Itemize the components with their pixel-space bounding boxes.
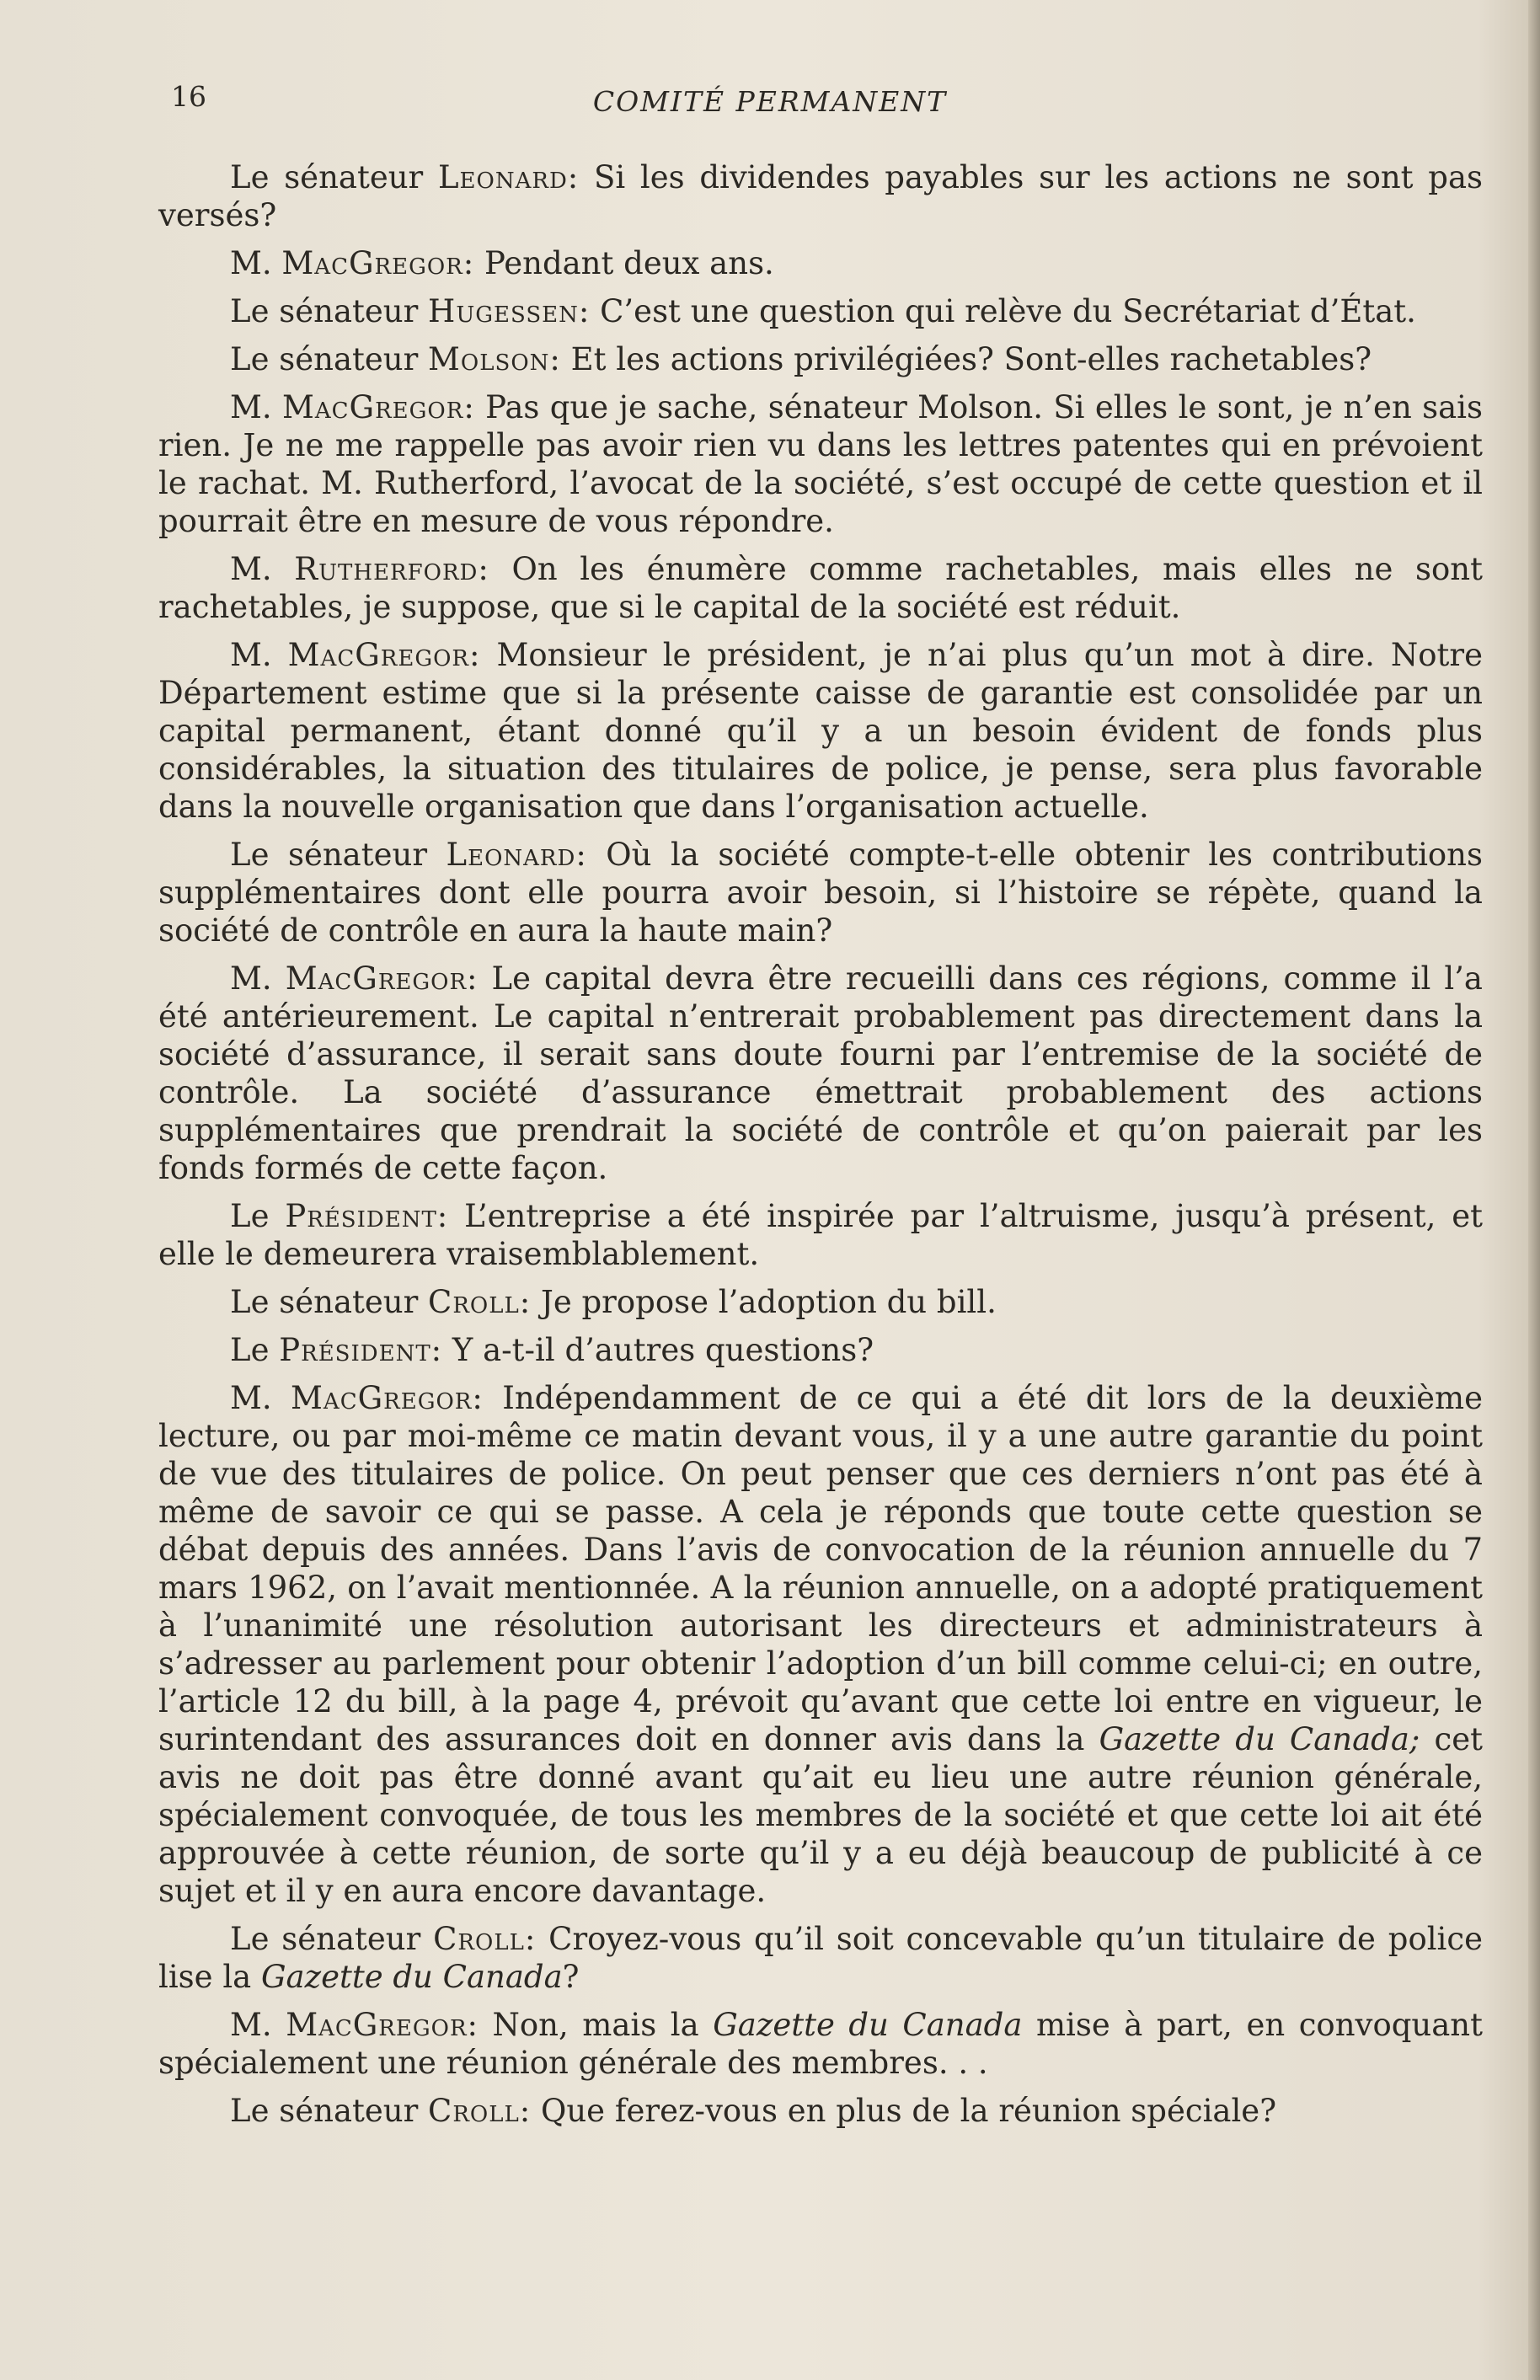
speaker-prefix: Le sénateur — [230, 1284, 429, 1320]
speech-text: Où la société compte-t-elle obtenir les contributions supplémentaires dont elle pourra avoir besoin, si l’histoire se répète, quand la société de contrôle en aura la haute main? — [158, 837, 1483, 949]
speaker-prefix: M. — [230, 551, 295, 587]
transcript-body — [158, 158, 1483, 2140]
speaker-prefix: Le sénateur — [230, 2093, 429, 2129]
speaker-name: Croll: — [428, 1284, 532, 1320]
speaker-name: Croll: — [433, 1921, 537, 1957]
transcript-paragraph — [158, 836, 1483, 949]
page-header — [0, 80, 1540, 131]
speaker-name: Leonard: — [446, 837, 587, 873]
transcript-paragraph — [158, 1379, 1483, 1910]
speaker-name: MacGregor: — [285, 960, 479, 997]
transcript-paragraph — [158, 1920, 1483, 1996]
speaker-name: Molson: — [428, 341, 561, 377]
speech-text: Pas que je sache, sénateur Molson. Si elles le sont, je n’en sais rien. Je ne me rappelle pas avoir rien vu dans les lettres patentes qui en prévoient le rachat. M. Rutherford, l’avocat de la société, s’est occupé de cette question et il pourrait être en mesure de vous répondre. — [158, 389, 1483, 539]
transcript-paragraph — [158, 2006, 1483, 2082]
transcript-paragraph — [158, 1283, 1483, 1321]
transcript-paragraph — [158, 550, 1483, 626]
speech-text: ? — [562, 1959, 580, 1995]
speaker-prefix: Le — [230, 1332, 280, 1368]
speaker-name: MacGregor: — [281, 389, 475, 425]
transcript-paragraph — [158, 340, 1483, 378]
speaker-name: Hugessen: — [428, 293, 591, 329]
speech-text: Pendant deux ans. — [474, 245, 774, 281]
speech-text: Le capital devra être recueilli dans ces régions, comme il l’a été antérieurement. Le capital n’entrerait probablement pas directement dans la société d’assurance, il serait sans doute fourni par l’entremise de la société de contrôle. La société d’assurance émettrait probablement des actions supplémentaires que prendrait la société de contrôle et qu’on paierait par les fonds formés de cette façon. — [158, 960, 1483, 1186]
speaker-prefix: Le sénateur — [230, 1921, 434, 1957]
speech-text: Indépendamment de ce qui a été dit lors de la deuxième lecture, ou par moi-même ce matin devant vous, il y a une autre garantie du point de vue des titulaires de police. On peut penser que ces derniers n’ont pas été à même de savoir ce qui se passe. A cela je réponds que toute cette question se débat depuis des années. Dans l’avis de convocation de la réunion annuelle du 7 mars 1962, on l’avait mentionnée. A la réunion annuelle, on a adopté pratiquement à l’unanimité une résolution autorisant les directeurs et administrateurs à s’adresser au parlement pour obtenir l’adoption d’un bill comme celui-ci; en outre, l’article 12 du bill, à la page 4, prévoit qu’avant que cette loi entre en vigueur, le surintendant des assurances doit en donner avis dans la — [158, 1380, 1483, 1757]
speaker-prefix: M. — [230, 637, 288, 673]
running-title: COMITÉ PERMANENT — [592, 85, 948, 118]
speaker-name: MacGregor: — [286, 2007, 479, 2043]
transcript-paragraph — [158, 1331, 1483, 1369]
speech-text: Et les actions privilégiées? Sont-elles rachetables? — [560, 341, 1372, 377]
italic-title: Gazette du Canada; — [1099, 1721, 1420, 1757]
transcript-paragraph — [158, 2092, 1483, 2130]
speech-text: Je propose l’adoption du bill. — [531, 1284, 997, 1320]
speech-text: On les énumère comme rachetables, mais elles ne sont rachetables, je suppose, que si le capital de la société est réduit. — [158, 551, 1483, 625]
speech-text: cet avis ne doit pas être donné avant qu’ait eu lieu une autre réunion générale, spécialement convoquée, de tous les membres de la société et que cette loi ait été approuvée à cette réunion, de sorte qu’il y a eu déjà beaucoup de publicité à ce sujet et il y en aura encore davantage. — [158, 1721, 1483, 1909]
speaker-name: Leonard: — [437, 159, 580, 195]
speaker-name: MacGregor: — [287, 637, 481, 673]
speech-text: Que ferez-vous en plus de la réunion spéciale? — [531, 2093, 1277, 2129]
speech-text: C’est une question qui relève du Secrétariat d’État. — [590, 293, 1416, 329]
speaker-prefix: M. — [230, 960, 286, 997]
speaker-prefix: Le sénateur — [230, 341, 429, 377]
speaker-name: Croll: — [428, 2093, 532, 2129]
speaker-prefix: Le sénateur — [230, 293, 429, 329]
speech-text: mise à part, en convoquant spécialement une réunion générale des membres. . . — [158, 2007, 1483, 2081]
transcript-paragraph — [158, 388, 1483, 540]
italic-title: Gazette du Canada — [260, 1959, 563, 1995]
book-spine-edge — [1528, 0, 1540, 2380]
transcript-paragraph — [158, 636, 1483, 826]
speaker-prefix: M. — [230, 245, 282, 281]
speaker-prefix: M. — [230, 389, 282, 425]
transcript-paragraph — [158, 158, 1483, 234]
speech-text: Monsieur le président, je n’ai plus qu’un mot à dire. Notre Département estime que si la présente caisse de garantie est consolidée par un capital permanent, étant donné qu’il y a un besoin évident de fonds plus considérables, la situation des titulaires de police, je pense, sera plus favorable dans la nouvelle organisation que dans l’organisation actuelle. — [158, 637, 1483, 825]
italic-title: Gazette du Canada — [713, 2007, 1023, 2043]
speech-text: Non, mais la — [478, 2007, 714, 2043]
speaker-name: MacGregor: — [281, 245, 475, 281]
speech-text: Si les dividendes payables sur les actions ne sont pas versés? — [158, 159, 1484, 233]
speaker-prefix: M. — [230, 2007, 286, 2043]
transcript-paragraph — [158, 292, 1483, 330]
speaker-prefix: Le — [230, 1198, 286, 1234]
page-number: 16 — [171, 80, 206, 113]
transcript-paragraph — [158, 960, 1483, 1187]
speaker-name: Président: — [279, 1332, 443, 1368]
transcript-paragraph — [158, 1197, 1483, 1273]
speaker-name: MacGregor: — [291, 1380, 484, 1416]
transcript-paragraph — [158, 244, 1483, 282]
speaker-prefix: M. — [230, 1380, 291, 1416]
speaker-prefix: Le sénateur — [230, 837, 446, 873]
speech-text: L’entreprise a été inspirée par l’altruisme, jusqu’à présent, et elle le demeurera vraisemblablement. — [158, 1198, 1483, 1272]
speech-text: Croyez-vous qu’il soit concevable qu’un titulaire de police lise la — [158, 1921, 1483, 1995]
speaker-name: Président: — [285, 1198, 449, 1234]
speech-text: Y a-t-il d’autres questions? — [442, 1332, 874, 1368]
speaker-prefix: Le sénateur — [230, 159, 438, 195]
speaker-name: Rutherford: — [294, 551, 489, 587]
